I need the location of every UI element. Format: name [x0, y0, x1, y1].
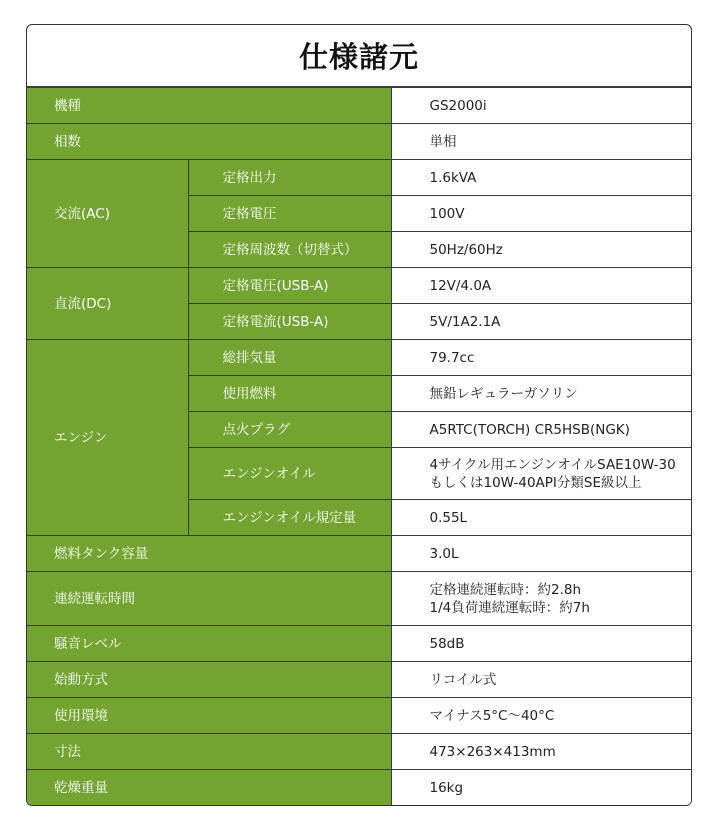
row-value: マイナス5°C〜40°C — [391, 698, 692, 734]
row-label: 使用環境 — [27, 698, 391, 734]
row-value: 単相 — [391, 124, 692, 160]
row-value: 3.0L — [391, 536, 692, 572]
row-value: 1.6kVA — [391, 160, 692, 196]
row-label: 相数 — [27, 124, 391, 160]
row-label: 機種 — [27, 88, 391, 124]
spec-table — [27, 87, 692, 806]
table-row — [27, 124, 692, 160]
row-value — [391, 572, 692, 626]
row-value-line: もしくは10W-40API分類SE級以上 — [429, 474, 642, 491]
table-row — [27, 662, 692, 698]
row-label: 点火プラグ — [188, 412, 391, 448]
row-value — [391, 448, 692, 500]
row-label: 騒音レベル — [27, 626, 391, 662]
row-label: 定格周波数（切替式） — [188, 232, 391, 268]
row-value: 79.7cc — [391, 340, 692, 376]
row-label: 連続運転時間 — [27, 572, 391, 626]
group-label: エンジン — [27, 340, 188, 536]
row-label: 定格出力 — [188, 160, 391, 196]
table-row — [27, 88, 692, 124]
row-label: 燃料タンク容量 — [27, 536, 391, 572]
row-value: 無鉛レギュラーガソリン — [391, 376, 692, 412]
table-row — [27, 734, 692, 770]
table-row — [27, 340, 692, 376]
table-row — [27, 572, 692, 626]
row-value: A5RTC(TORCH) CR5HSB(NGK) — [391, 412, 692, 448]
row-label: 総排気量 — [188, 340, 391, 376]
row-label: 乾燥重量 — [27, 770, 391, 806]
spec-sheet — [26, 24, 692, 806]
row-label: 寸法 — [27, 734, 391, 770]
row-value-line: 4サイクル用エンジンオイルSAE10W-30 — [429, 456, 676, 473]
table-row — [27, 626, 692, 662]
row-value-line: 定格連続運転時：約2.8h — [429, 581, 582, 598]
row-label: エンジンオイル — [188, 448, 391, 500]
group-label: 交流(AC) — [27, 160, 188, 268]
row-value: 16kg — [391, 770, 692, 806]
row-value: 50Hz/60Hz — [391, 232, 692, 268]
row-label: 使用燃料 — [188, 376, 391, 412]
row-label: 定格電圧(USB-A) — [188, 268, 391, 304]
row-value: GS2000i — [391, 88, 692, 124]
row-value: 100V — [391, 196, 692, 232]
table-row — [27, 536, 692, 572]
table-row — [27, 770, 692, 806]
table-row — [27, 160, 692, 196]
row-label: エンジンオイル規定量 — [188, 500, 391, 536]
table-row — [27, 698, 692, 734]
row-value: 5V/1A2.1A — [391, 304, 692, 340]
group-label: 直流(DC) — [27, 268, 188, 340]
row-label: 定格電圧 — [188, 196, 391, 232]
row-value: 0.55L — [391, 500, 692, 536]
row-value: 12V/4.0A — [391, 268, 692, 304]
row-value: 58dB — [391, 626, 692, 662]
row-label: 定格電流(USB-A) — [188, 304, 391, 340]
page-title: 仕様諸元 — [27, 25, 691, 87]
row-value: 473×263×413mm — [391, 734, 692, 770]
table-row — [27, 268, 692, 304]
row-value: リコイル式 — [391, 662, 692, 698]
row-value-line: 1/4負荷連続運転時：約7h — [429, 599, 590, 616]
row-label: 始動方式 — [27, 662, 391, 698]
